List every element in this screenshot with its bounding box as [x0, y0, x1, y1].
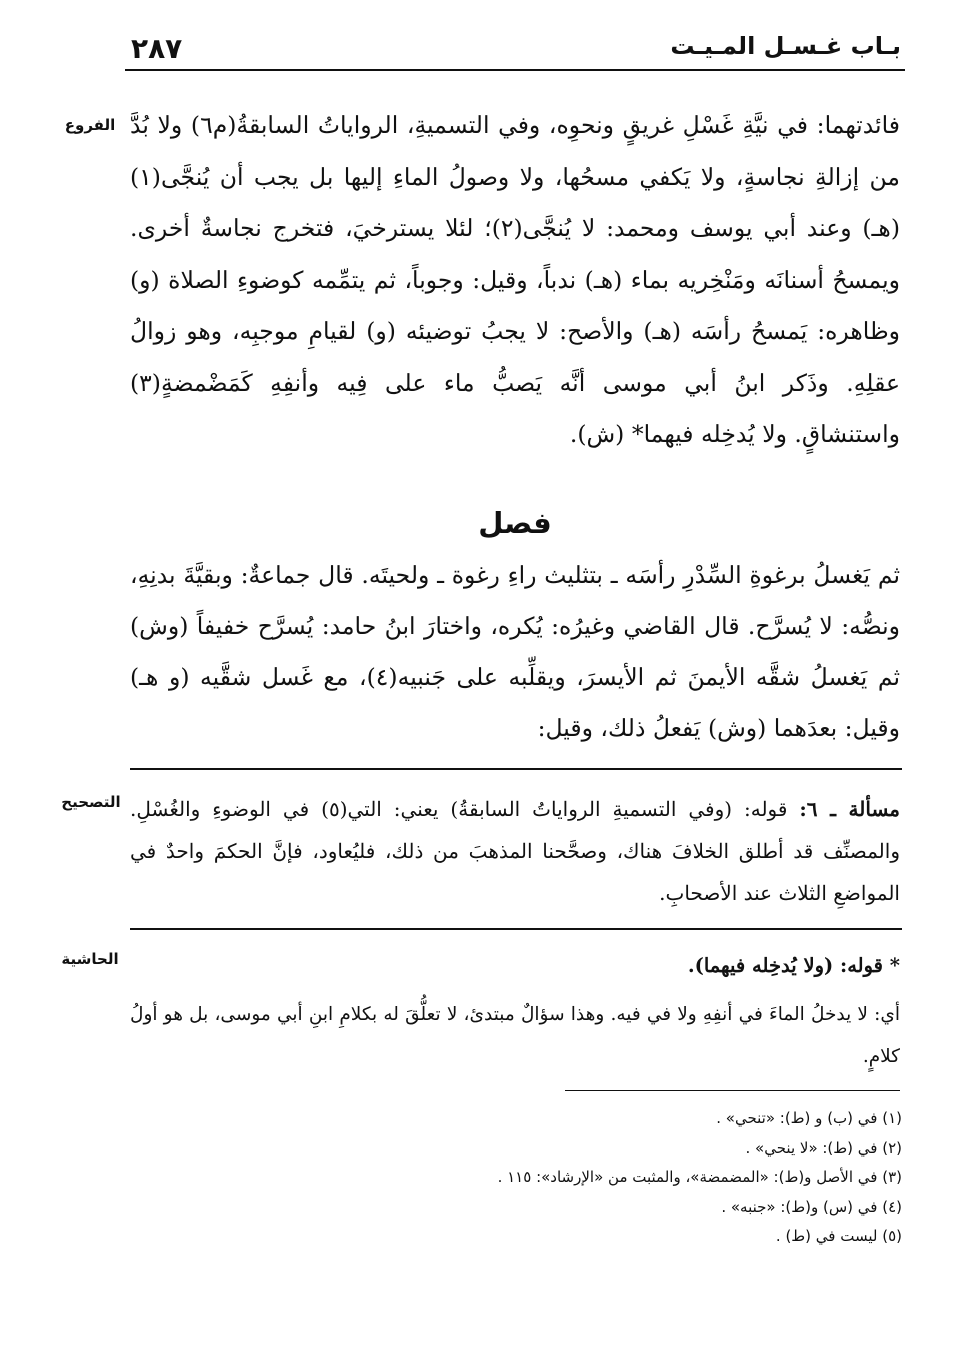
page-number: ٢٨٧ — [131, 32, 183, 65]
footnote-divider — [565, 1090, 900, 1091]
main-text-section-2 — [130, 550, 900, 754]
hashiya-section — [130, 946, 900, 1078]
header-rule — [125, 69, 905, 71]
margin-label-hashiya: الحاشية — [61, 950, 119, 968]
footnote-item: (١) في (ب) و (ط): «تنحي» . — [716, 1109, 902, 1127]
tashih-divider — [130, 768, 902, 770]
hashiya-divider — [130, 928, 902, 930]
chapter-title: بـاب غـسـل المـيـت — [670, 32, 901, 60]
footnote-item: (٤) في (س) و(ط): «جنبه» . — [721, 1197, 902, 1216]
section-heading-fasl: فصل — [478, 506, 552, 540]
tashih-lead: مسألة ـ ٦: — [799, 797, 901, 821]
main-paragraph-1: فائدتهما: في نيَّةِ غَسْلِ غريقٍ ونحوِه، وفي التسميةِ، الرواياتُ السابقةُ(م٦) ولا بُدَّ من إزالةِ نجاسةٍ، ولا يَكفي مسحُها، ولا وصولُ الماءِ إليها بل يجب أن يُنجَّى(١) (هـ) وعند أبي يوسف ومحمد: لا يُنجَّى(٢)؛ لئلا يسترخيَ، فتخرج نجاسةٌ أخرى. ويمسحُ أسنانَه ومَنْخِريه بماء (هـ) ندباً، وقيل: وجوباً، ثم يتمِّمه كوضوءِ الصلاة (و) وظاهره: يَمسحُ رأسَه (هـ) والأصح: لا يجبُ توضيئه (و) لقيامِ موجبِه، وهو زوالُ عقلِهِ. وذَكر ابنُ أبي موسى أنَّه يَصبُّ ماء على فِيه وأنفِهِ كَمَضْمضةٍ(٣) واستنشاقٍ. ولا يُدخِله فيهما* (ش). — [130, 111, 900, 448]
margin-label-tashih: التصحيح — [61, 793, 121, 811]
footnote-item: (٢) في (ط): «لا ينحي» . — [745, 1138, 902, 1157]
footnote-item: (٣) في الأصل و(ط): «المضمضة»، والمثبت من «الإرشاد»: ١١٥ . — [497, 1168, 902, 1186]
margin-label-furu: الفروع — [64, 116, 116, 134]
footnotes — [300, 1104, 902, 1252]
running-header — [125, 30, 905, 70]
main-paragraph-2: ثم يَغسلُ برغوةِ السِّدْرِ رأسَه ـ بتثليث راءِ رغوة ـ ولحيتَه. قال جماعةٌ: وبقيَّةَ بدنِهِ، ونصُّه: لا يُسرَّح. قال القاضي وغيرُه: يُكره، واختارَ ابنُ حامد: يُسرَّح خفيفاً (وش) ثم يَغسلُ شقَّه الأيمنَ ثم الأيسرَ، ويقلِّبه على جَنبيه(٤)، مع غَسل شقَّيه (و هـ) وقيل: بعدَهما (وش) يَفعلُ ذلك، وقيل: — [130, 561, 900, 742]
footnote-item: (٥) ليست في (ط) . — [775, 1227, 902, 1245]
main-text-section — [130, 100, 900, 461]
hashiya-paragraph: أي: لا يدخلُ الماءَ في أنفِهِ ولا في فيه. وهذا سؤالٌ مبتدئ، لا تعلُّقَ له بكلامِ ابنِ أبي موسى، بل هو أولُ كلامٍ. — [130, 1004, 900, 1067]
hashiya-quote: * قوله: (ولا يُدخِله فيهما). — [687, 954, 900, 977]
tashih-section — [130, 788, 900, 914]
tashih-text: قوله: (وفي التسميةِ الرواياتُ السابقةُ) يعني: التي(٥) في الوضوءِ والغُسْلِ. والمصنِّف قد أطلق الخلافَ هناك، وصحَّحنا المذهبَ من ذلك، فليُعاود، فإنَّ الحكمَ واحدٌ في المواضعِ الثلاث عند الأصحابِ. — [130, 797, 900, 905]
tashih-paragraph — [130, 788, 900, 914]
